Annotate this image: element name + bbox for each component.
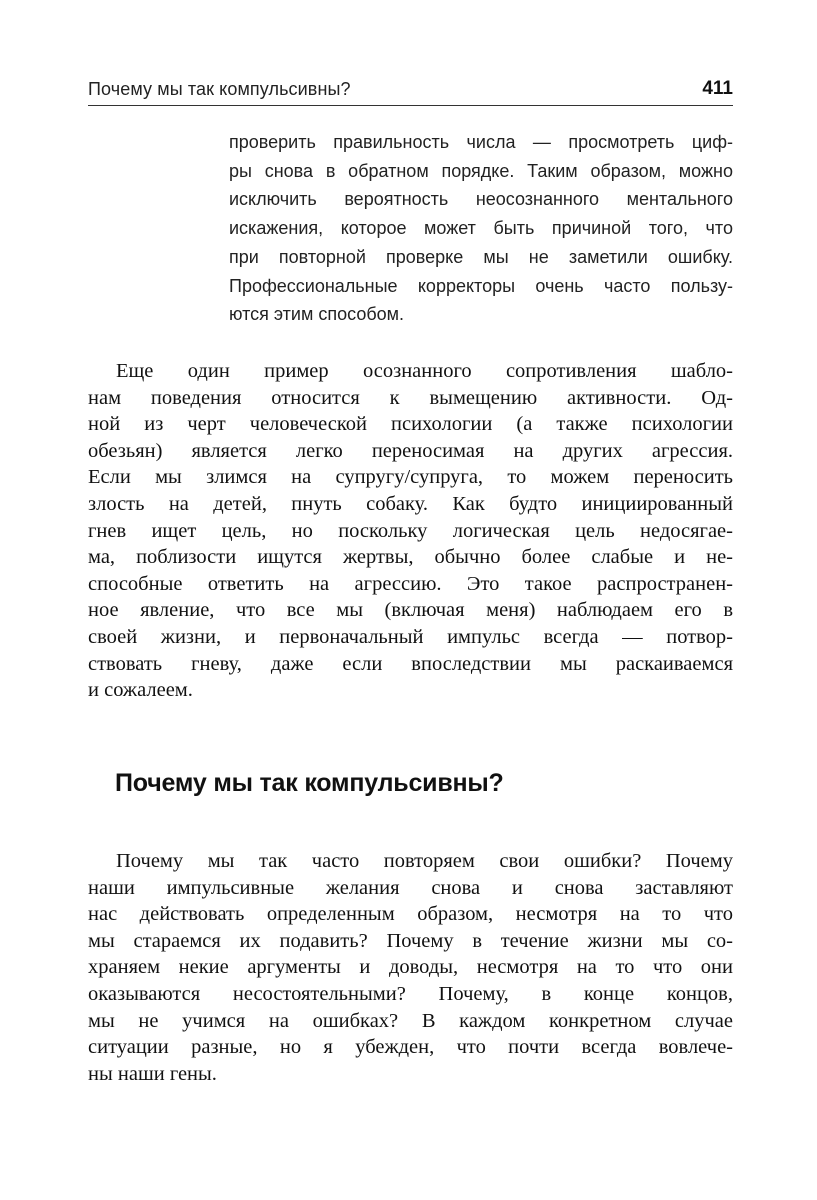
paragraph-line: гнев ищет цель, но поскольку логическая цель недосягае-: [88, 519, 733, 542]
paragraph-line: обезьян) является легко переносимая на других агрессия.: [88, 439, 733, 462]
paragraph-line: способные ответить на агрессию. Это такое распространен-: [88, 572, 733, 595]
inset-note: [229, 128, 733, 329]
paragraph-line: Если мы злимся на супругу/супруга, то можем переносить: [88, 466, 733, 489]
paragraph-line: наши импульсивные желания снова и снова заставляют: [88, 876, 733, 899]
note-line: при повторной проверке мы не заметили ошибку.: [229, 246, 733, 267]
paragraph-line: нас действовать определенным образом, несмотря на то что: [88, 903, 733, 926]
note-line: ры снова в обратном порядке. Таким образом, можно: [229, 160, 733, 181]
paragraph-line: мы не учимся на ошибках? В каждом конкретном случае: [88, 1009, 733, 1032]
paragraph-line: мы стараемся их подавить? Почему в течение жизни мы со-: [88, 929, 733, 952]
note-line: проверить правильность числа — просмотреть циф-: [229, 132, 733, 152]
paragraph-line: своей жизни, и первоначальный импульс всегда — потвор-: [88, 625, 733, 648]
paragraph-line: нам поведения относится к вымещению активности. Од-: [88, 386, 733, 409]
paragraph-line: ной из черт человеческой психологии (а также психологии: [88, 413, 733, 436]
note-line: искажения, которое может быть причиной того, что: [229, 218, 733, 239]
paragraph-line: храняем некие аргументы и доводы, несмотря на то что они: [88, 956, 733, 979]
paragraph-line: ситуации разные, но я убежден, что почти всегда вовлече-: [88, 1036, 733, 1059]
running-header: [88, 77, 733, 105]
paragraph-line: ма, поблизости ищутся жертвы, обычно более слабые и не-: [88, 546, 733, 569]
paragraph-line: Еще один пример осознанного сопротивления шабло-: [116, 360, 733, 382]
paragraph-line: Почему мы так часто повторяем свои ошибки? Почему: [116, 850, 733, 872]
paragraph-line: ное явление, что все мы (включая меня) наблюдаем его в: [88, 599, 733, 622]
paragraph-line: ствовать гневу, даже если впоследствии мы раскаиваемся: [88, 652, 733, 675]
running-title: Почему мы так компульсивны?: [88, 79, 351, 99]
page-number: 411: [702, 78, 733, 99]
body-paragraph: [88, 848, 733, 1087]
note-line: ются этим способом.: [229, 304, 405, 325]
note-line: Профессиональные корректоры очень часто пользу-: [229, 275, 733, 296]
body-paragraph: [88, 358, 733, 704]
note-line: исключить вероятность неосознанного ментального: [229, 189, 733, 210]
paragraph-line: ны наши гены.: [88, 1062, 217, 1085]
paragraph-line: злость на детей, пнуть собаку. Как будто инициированный: [88, 492, 733, 515]
paragraph-line: и сожалеем.: [88, 679, 193, 702]
header-rule: [88, 105, 733, 106]
section-heading: Почему мы так компульсивны?: [115, 769, 504, 797]
paragraph-line: оказываются несостоятельными? Почему, в конце концов,: [88, 982, 733, 1005]
